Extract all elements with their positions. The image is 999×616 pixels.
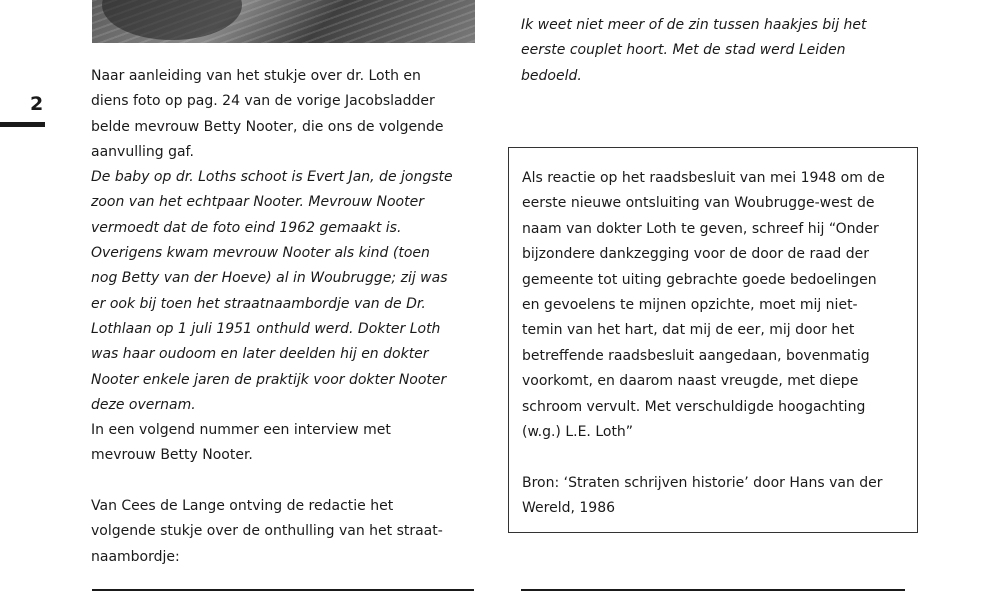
left-line-italic: zoon van het echtpaar Nooter. Mevrouw Nooter xyxy=(91,194,424,211)
left-line: Naar aanleiding van het stukje over dr. Loth en xyxy=(91,68,421,84)
left-line-italic: Lothlaan op 1 juli 1951 onthuld werd. Dokter Loth xyxy=(91,320,441,337)
page-number-bar xyxy=(0,122,45,127)
box-source-line: Wereld, 1986 xyxy=(522,500,616,517)
left-line: mevrouw Betty Nooter. xyxy=(91,447,253,464)
left-line-italic: was haar oudoom en later deelden hij en dokter xyxy=(91,346,429,363)
left-line: belde mevrouw Betty Nooter, die ons de volgende xyxy=(91,118,444,135)
box-line: bijzondere dankzegging voor de door de raad der xyxy=(522,246,869,263)
left-line: aanvulling gaf. xyxy=(91,143,194,160)
box-line: schroom vervult. Met verschuldigde hoogachting xyxy=(522,398,866,415)
left-line: volgende stukje over de onthulling van het straat- xyxy=(91,523,443,540)
paragraph-gap xyxy=(91,469,483,494)
box-source-line: Bron: ‘Straten schrijven historie’ door Hans van der xyxy=(522,474,883,491)
footer-rule-left xyxy=(92,589,474,591)
page-number: 2 xyxy=(30,93,44,115)
footer-rule-right xyxy=(521,589,905,591)
box-line: (w.g.) L.E. Loth” xyxy=(522,424,634,441)
photo-fragment xyxy=(92,0,475,43)
left-line: diens foto op pag. 24 van de vorige Jacobsladder xyxy=(91,93,435,110)
left-line-italic: Nooter enkele jaren de praktijk voor dokter Nooter xyxy=(91,371,447,388)
right-line: Ik weet niet meer of de zin tussen haakjes bij het xyxy=(521,17,867,33)
left-line-italic: nog Betty van der Hoeve) al in Woubrugge; zij was xyxy=(91,270,448,287)
left-column xyxy=(91,64,483,570)
left-line: In een volgend nummer een interview met xyxy=(91,422,391,439)
quote-box-text xyxy=(522,166,906,522)
left-line-italic: De baby op dr. Loths schoot is Evert Jan, de jongste xyxy=(91,169,453,186)
box-line: Als reactie op het raadsbesluit van mei 1948 om de xyxy=(522,170,885,186)
paragraph-gap xyxy=(522,445,906,470)
left-line: Van Cees de Lange ontving de redactie het xyxy=(91,498,394,515)
right-line: eerste couplet hoort. Met de stad werd Leiden xyxy=(521,42,846,59)
left-line: naambordje: xyxy=(91,548,180,565)
right-line: bedoeld. xyxy=(521,67,582,84)
box-line: eerste nieuwe ontsluiting van Woubrugge-west de xyxy=(522,195,875,212)
box-line: temin van het hart, dat mij de eer, mij door het xyxy=(522,322,855,339)
left-line-italic: deze overnam. xyxy=(91,396,196,413)
right-column-note xyxy=(521,13,911,89)
box-line: betreffende raadsbesluit aangedaan, bovenmatig xyxy=(522,347,870,364)
box-line: naam van dokter Loth te geven, schreef hij “Onder xyxy=(522,220,879,237)
left-line-italic: er ook bij toen het straatnaambordje van de Dr. xyxy=(91,295,426,312)
quote-box xyxy=(508,147,918,533)
box-line: en gevoelens te mijnen opzichte, moet mij niet- xyxy=(522,297,858,314)
left-line-italic: vermoedt dat de foto eind 1962 gemaakt is. xyxy=(91,219,402,236)
box-line: voorkomt, en daarom naast vreugde, met diepe xyxy=(522,373,859,390)
left-line-italic: Overigens kwam mevrouw Nooter als kind (toen xyxy=(91,245,430,262)
box-line: gemeente tot uiting gebrachte goede bedoelingen xyxy=(522,271,877,288)
